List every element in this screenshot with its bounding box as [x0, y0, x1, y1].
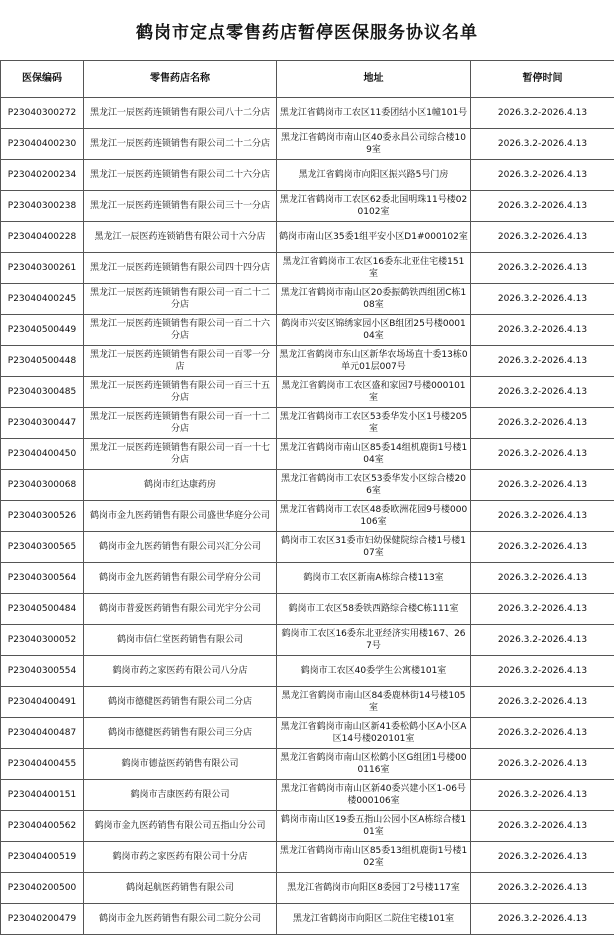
cell-pharmacy-name: 鹤岗市红达康药房	[84, 470, 277, 501]
header-address: 地址	[277, 61, 471, 98]
cell-code: P23040300554	[1, 656, 84, 687]
table-row	[1, 129, 614, 160]
cell-pharmacy-name: 鹤岗市德健医药销售有限公司三分店	[84, 718, 277, 749]
table-row	[1, 656, 614, 687]
table-row	[1, 377, 614, 408]
header-period: 暂停时间	[471, 61, 614, 98]
table-row	[1, 253, 614, 284]
cell-address: 黑龙江省鹤岗市南山区84委鹿林街14号楼105室	[277, 687, 471, 718]
cell-pharmacy-name: 黑龙江一辰医药连锁销售有限公司三十一分店	[84, 191, 277, 222]
cell-code: P23040500449	[1, 315, 84, 346]
cell-suspension-period: 2026.3.2-2026.4.13	[471, 346, 614, 377]
cell-address: 鹤岗市工农区31委市妇幼保健院综合楼1号楼107室	[277, 532, 471, 563]
cell-code: P23040300447	[1, 408, 84, 439]
cell-pharmacy-name: 鹤岗市普爱医药销售有限公司光宇分公司	[84, 594, 277, 625]
cell-code: P23040400519	[1, 842, 84, 873]
cell-code: P23040300238	[1, 191, 84, 222]
cell-pharmacy-name: 鹤岗市金九医药销售有限公司盛世华庭分公司	[84, 501, 277, 532]
table-row	[1, 904, 614, 935]
cell-code: P23040400491	[1, 687, 84, 718]
cell-suspension-period: 2026.3.2-2026.4.13	[471, 439, 614, 470]
cell-pharmacy-name: 鹤岗市金九医药销售有限公司五指山分公司	[84, 811, 277, 842]
cell-address: 黑龙江省鹤岗市工农区盛和家园7号楼000101室	[277, 377, 471, 408]
cell-pharmacy-name: 黑龙江一辰医药连锁销售有限公司一百三十五分店	[84, 377, 277, 408]
cell-address: 黑龙江省鹤岗市工农区11委团结小区1幢101号	[277, 98, 471, 129]
cell-pharmacy-name: 鹤岗市金九医药销售有限公司兴汇分公司	[84, 532, 277, 563]
table-row	[1, 594, 614, 625]
cell-pharmacy-name: 鹤岗起航医药销售有限公司	[84, 873, 277, 904]
cell-address: 黑龙江省鹤岗市南山区新40委兴建小区1-06号楼000106室	[277, 780, 471, 811]
cell-code: P23040400487	[1, 718, 84, 749]
cell-code: P23040400230	[1, 129, 84, 160]
cell-address: 黑龙江省鹤岗市南山区新41委松鹤小区A小区A区14号楼020101室	[277, 718, 471, 749]
cell-pharmacy-name: 鹤岗市德益医药销售有限公司	[84, 749, 277, 780]
table-row	[1, 563, 614, 594]
cell-code: P23040300485	[1, 377, 84, 408]
cell-address: 黑龙江省鹤岗市工农区53委华发小区综合楼206室	[277, 470, 471, 501]
table-row	[1, 842, 614, 873]
cell-code: P23040300261	[1, 253, 84, 284]
cell-suspension-period: 2026.3.2-2026.4.13	[471, 377, 614, 408]
cell-suspension-period: 2026.3.2-2026.4.13	[471, 470, 614, 501]
cell-address: 黑龙江省鹤岗市南山区85委14组机鹿街1号楼104室	[277, 439, 471, 470]
cell-suspension-period: 2026.3.2-2026.4.13	[471, 563, 614, 594]
cell-address: 黑龙江省鹤岗市向阳区二院住宅楼101室	[277, 904, 471, 935]
cell-pharmacy-name: 黑龙江一辰医药连锁销售有限公司十六分店	[84, 222, 277, 253]
cell-pharmacy-name: 鹤岗市吉康医药有限公司	[84, 780, 277, 811]
cell-suspension-period: 2026.3.2-2026.4.13	[471, 718, 614, 749]
cell-pharmacy-name: 黑龙江一辰医药连锁销售有限公司一百一十二分店	[84, 408, 277, 439]
table-row	[1, 191, 614, 222]
cell-pharmacy-name: 鹤岗市德健医药销售有限公司二分店	[84, 687, 277, 718]
cell-address: 鹤岗市兴安区锦绣家园小区B组团25号楼000104室	[277, 315, 471, 346]
header-code: 医保编码	[1, 61, 84, 98]
table-row	[1, 98, 614, 129]
table-row	[1, 687, 614, 718]
cell-suspension-period: 2026.3.2-2026.4.13	[471, 129, 614, 160]
cell-address: 黑龙江省鹤岗市向阳区8委园丁2号楼117室	[277, 873, 471, 904]
cell-address: 鹤岗市工农区58委铁西路综合楼C栋111室	[277, 594, 471, 625]
cell-suspension-period: 2026.3.2-2026.4.13	[471, 284, 614, 315]
header-name: 零售药店名称	[84, 61, 277, 98]
cell-pharmacy-name: 黑龙江一辰医药连锁销售有限公司一百零一分店	[84, 346, 277, 377]
cell-code: P23040400450	[1, 439, 84, 470]
table-row	[1, 470, 614, 501]
cell-suspension-period: 2026.3.2-2026.4.13	[471, 904, 614, 935]
cell-code: P23040200234	[1, 160, 84, 191]
cell-suspension-period: 2026.3.2-2026.4.13	[471, 780, 614, 811]
cell-address: 鹤岗市工农区16委东北亚经济实用楼167、267号	[277, 625, 471, 656]
cell-suspension-period: 2026.3.2-2026.4.13	[471, 222, 614, 253]
cell-code: P23040500448	[1, 346, 84, 377]
cell-pharmacy-name: 鹤岗市药之家医药有限公司八分店	[84, 656, 277, 687]
cell-pharmacy-name: 鹤岗市药之家医药有限公司十分店	[84, 842, 277, 873]
cell-pharmacy-name: 黑龙江一辰医药连锁销售有限公司一百二十二分店	[84, 284, 277, 315]
cell-suspension-period: 2026.3.2-2026.4.13	[471, 873, 614, 904]
cell-pharmacy-name: 黑龙江一辰医药连锁销售有限公司二十六分店	[84, 160, 277, 191]
cell-code: P23040200500	[1, 873, 84, 904]
cell-pharmacy-name: 鹤岗市信仁堂医药销售有限公司	[84, 625, 277, 656]
cell-code: P23040300272	[1, 98, 84, 129]
table-row	[1, 749, 614, 780]
cell-code: P23040300565	[1, 532, 84, 563]
cell-code: P23040300052	[1, 625, 84, 656]
cell-pharmacy-name: 黑龙江一辰医药连锁销售有限公司一百一十七分店	[84, 439, 277, 470]
cell-pharmacy-name: 鹤岗市金九医药销售有限公司学府分公司	[84, 563, 277, 594]
cell-code: P23040500484	[1, 594, 84, 625]
table-row	[1, 439, 614, 470]
table-row	[1, 501, 614, 532]
cell-address: 黑龙江省鹤岗市工农区62委北国明珠11号楼020102室	[277, 191, 471, 222]
cell-address: 黑龙江省鹤岗市南山区松鹤小区G组团1号楼000116室	[277, 749, 471, 780]
cell-pharmacy-name: 黑龙江一辰医药连锁销售有限公司八十二分店	[84, 98, 277, 129]
cell-pharmacy-name: 鹤岗市金九医药销售有限公司二院分公司	[84, 904, 277, 935]
document-title: 鹤岗市定点零售药店暂停医保服务协议名单	[136, 23, 478, 43]
cell-address: 鹤岗市工农区新南A栋综合楼113室	[277, 563, 471, 594]
cell-code: P23040400228	[1, 222, 84, 253]
cell-code: P23040300564	[1, 563, 84, 594]
table-row	[1, 315, 614, 346]
cell-pharmacy-name: 黑龙江一辰医药连锁销售有限公司四十四分店	[84, 253, 277, 284]
table-header-row	[1, 61, 614, 98]
table-row	[1, 532, 614, 563]
suspension-table	[0, 60, 614, 935]
cell-suspension-period: 2026.3.2-2026.4.13	[471, 749, 614, 780]
cell-address: 黑龙江省鹤岗市南山区40委永昌公司综合楼109室	[277, 129, 471, 160]
cell-address: 黑龙江省鹤岗市东山区新华农场场直十委13栋0单元01层007号	[277, 346, 471, 377]
cell-address: 黑龙江省鹤岗市南山区20委振鹤铁西组团C栋108室	[277, 284, 471, 315]
table-row	[1, 160, 614, 191]
cell-suspension-period: 2026.3.2-2026.4.13	[471, 315, 614, 346]
cell-code: P23040400245	[1, 284, 84, 315]
cell-suspension-period: 2026.3.2-2026.4.13	[471, 842, 614, 873]
cell-pharmacy-name: 黑龙江一辰医药连锁销售有限公司一百二十六分店	[84, 315, 277, 346]
cell-address: 鹤岗市南山区35委1组平安小区D1#000102室	[277, 222, 471, 253]
cell-suspension-period: 2026.3.2-2026.4.13	[471, 408, 614, 439]
cell-address: 黑龙江省鹤岗市工农区53委华发小区1号楼205室	[277, 408, 471, 439]
cell-pharmacy-name: 黑龙江一辰医药连锁销售有限公司二十二分店	[84, 129, 277, 160]
cell-code: P23040400455	[1, 749, 84, 780]
table-body	[1, 98, 614, 935]
table-row	[1, 718, 614, 749]
cell-suspension-period: 2026.3.2-2026.4.13	[471, 594, 614, 625]
cell-address: 鹤岗市工农区40委学生公寓楼101室	[277, 656, 471, 687]
cell-code: P23040200479	[1, 904, 84, 935]
table-row	[1, 408, 614, 439]
cell-address: 黑龙江省鹤岗市工农区48委欧洲花园9号楼000106室	[277, 501, 471, 532]
cell-suspension-period: 2026.3.2-2026.4.13	[471, 625, 614, 656]
cell-address: 鹤岗市南山区19委五指山公园小区A栋综合楼101室	[277, 811, 471, 842]
cell-address: 黑龙江省鹤岗市南山区85委13组机鹿街1号楼102室	[277, 842, 471, 873]
cell-address: 黑龙江省鹤岗市向阳区振兴路5号门房	[277, 160, 471, 191]
table-row	[1, 284, 614, 315]
cell-suspension-period: 2026.3.2-2026.4.13	[471, 253, 614, 284]
cell-suspension-period: 2026.3.2-2026.4.13	[471, 160, 614, 191]
cell-suspension-period: 2026.3.2-2026.4.13	[471, 687, 614, 718]
cell-address: 黑龙江省鹤岗市工农区16委东北亚住宅楼151室	[277, 253, 471, 284]
cell-suspension-period: 2026.3.2-2026.4.13	[471, 98, 614, 129]
table-row	[1, 780, 614, 811]
cell-suspension-period: 2026.3.2-2026.4.13	[471, 191, 614, 222]
cell-code: P23040400151	[1, 780, 84, 811]
cell-code: P23040300068	[1, 470, 84, 501]
table-row	[1, 222, 614, 253]
cell-code: P23040300526	[1, 501, 84, 532]
table-row	[1, 873, 614, 904]
table-row	[1, 625, 614, 656]
table-row	[1, 811, 614, 842]
table-row	[1, 346, 614, 377]
cell-suspension-period: 2026.3.2-2026.4.13	[471, 532, 614, 563]
cell-suspension-period: 2026.3.2-2026.4.13	[471, 656, 614, 687]
cell-suspension-period: 2026.3.2-2026.4.13	[471, 811, 614, 842]
cell-suspension-period: 2026.3.2-2026.4.13	[471, 501, 614, 532]
cell-code: P23040400562	[1, 811, 84, 842]
